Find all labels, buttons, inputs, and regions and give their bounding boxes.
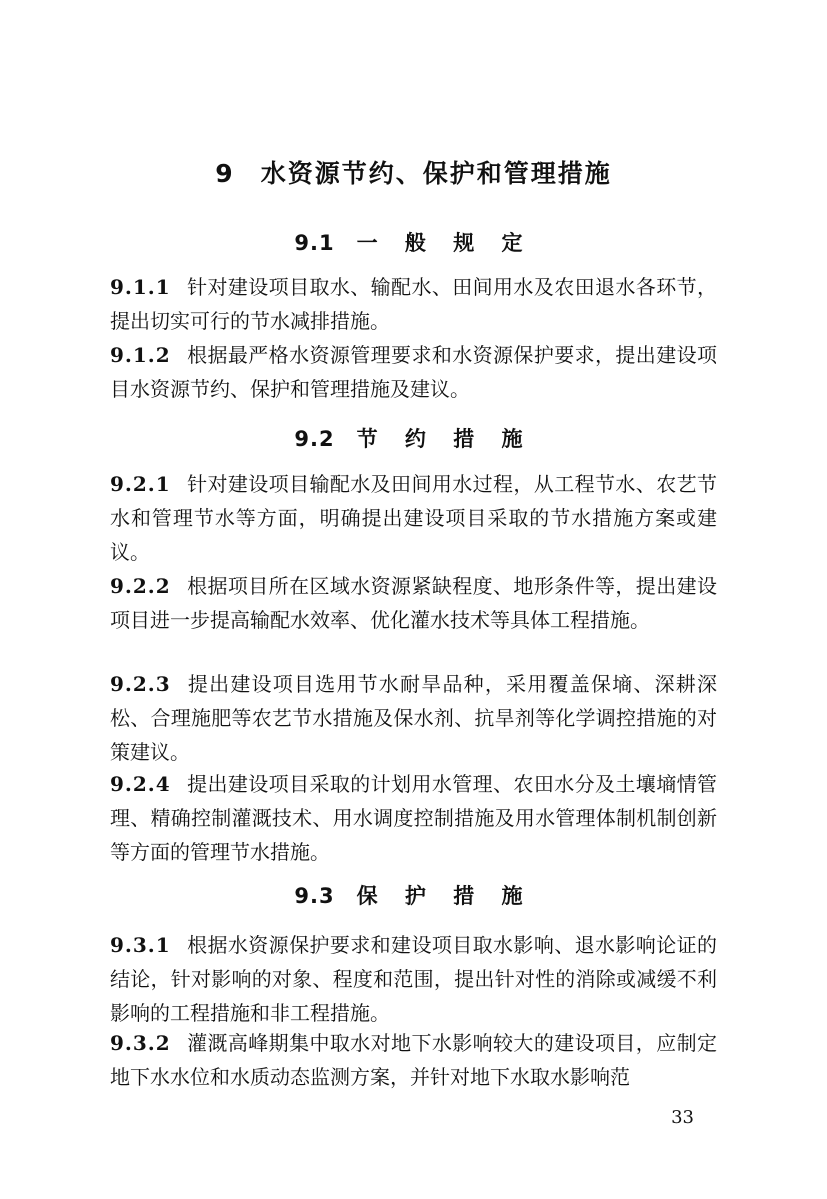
section-number: 9.2: [294, 427, 335, 451]
section-title-9-3: [0, 880, 827, 910]
clause-9-2-1: [110, 467, 717, 569]
clause-text: 针对建设项目输配水及田间用水过程，从工程节水、农艺节水和管理节水等方面，明确提出建设项目采取的节水措施方案或建议。: [110, 472, 717, 564]
section-number: 9.1: [294, 231, 335, 255]
clause-text: 根据最严格水资源管理要求和水资源保护要求，提出建设项目水资源节约、保护和管理措施及建议。: [110, 343, 717, 401]
chapter-number: 9: [215, 159, 235, 188]
clause-number: 9.3.1: [110, 933, 171, 957]
clause-number: 9.1.2: [110, 343, 171, 367]
clause-text: 灌溉高峰期集中取水对地下水影响较大的建设项目，应制定地下水水位和水质动态监测方案，并针对地下水取水影响范: [110, 1031, 717, 1089]
clause-number: 9.2.4: [110, 772, 171, 796]
section-title-text: 保 护 措 施: [356, 884, 533, 908]
clause-9-2-4: [110, 767, 717, 869]
clause-9-1-1: [110, 270, 717, 338]
section-title-9-1: [0, 227, 827, 257]
clause-text: 根据项目所在区域水资源紧缺程度、地形条件等，提出建设项目进一步提高输配水效率、优化灌水技术等具体工程措施。: [110, 574, 717, 632]
clause-text: 提出建设项目选用节水耐旱品种，采用覆盖保墒、深耕深松、合理施肥等农艺节水措施及保水剂、抗旱剂等化学调控措施的对策建议。: [110, 672, 717, 764]
clause-9-3-1: [110, 928, 717, 1030]
clause-number: 9.1.1: [110, 275, 171, 299]
section-title-9-2: [0, 423, 827, 453]
clause-text: 针对建设项目取水、输配水、田间用水及农田退水各环节，提出切实可行的节水减排措施。: [110, 275, 717, 333]
clause-9-3-2: [110, 1026, 717, 1094]
page-number: 33: [671, 1107, 694, 1128]
clause-9-1-2: [110, 338, 717, 406]
chapter-title: [0, 154, 827, 190]
clause-text: 根据水资源保护要求和建设项目取水影响、退水影响论证的结论，针对影响的对象、程度和范围，提出针对性的消除或减缓不利影响的工程措施和非工程措施。: [110, 933, 717, 1025]
chapter-title-text: 水资源节约、保护和管理措施: [260, 159, 612, 188]
clause-number: 9.2.1: [110, 472, 171, 496]
clause-number: 9.3.2: [110, 1031, 171, 1055]
clause-text: 提出建设项目采取的计划用水管理、农田水分及土壤墒情管理、精确控制灌溉技术、用水调度控制措施及用水管理体制机制创新等方面的管理节水措施。: [110, 772, 717, 864]
clause-number: 9.2.3: [110, 672, 171, 696]
clause-number: 9.2.2: [110, 574, 171, 598]
clause-9-2-2: [110, 569, 717, 637]
section-title-text: 一 般 规 定: [356, 231, 533, 255]
clause-9-2-3: [110, 667, 717, 769]
section-number: 9.3: [294, 884, 335, 908]
section-title-text: 节 约 措 施: [356, 427, 533, 451]
